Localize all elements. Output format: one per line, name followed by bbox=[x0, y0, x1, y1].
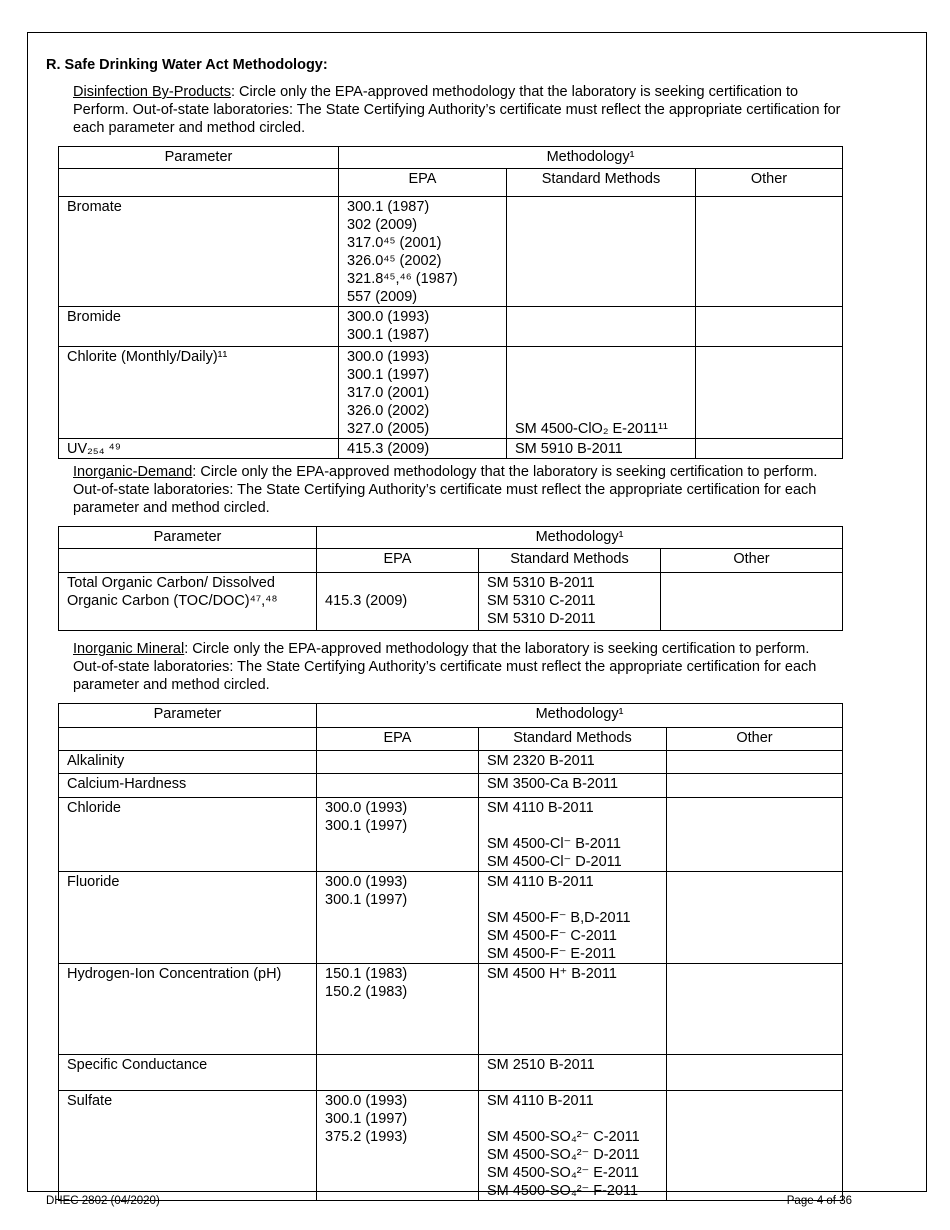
cell-line bbox=[515, 384, 687, 402]
cell-line: SM 4110 B-2011 bbox=[487, 874, 594, 890]
header-methodology: Methodology¹ bbox=[339, 147, 843, 169]
cell-line: 321.8⁴⁵,⁴⁶ (1987) bbox=[347, 271, 458, 287]
header-blank bbox=[59, 728, 317, 751]
page-number: Page 4 of 36 bbox=[786, 1195, 852, 1207]
other-cell bbox=[661, 573, 843, 631]
header-methodology: Methodology¹ bbox=[317, 704, 843, 728]
cell-line: 150.1 (1983) bbox=[325, 966, 408, 982]
epa-cell bbox=[317, 774, 479, 798]
cell-line: SM 4500-SO₄²⁻ C-2011 bbox=[487, 1129, 640, 1145]
instructions-line-1 bbox=[73, 640, 913, 658]
other-cell bbox=[667, 1055, 843, 1091]
cell-line: 327.0 (2005) bbox=[347, 421, 430, 437]
other-cell bbox=[696, 439, 843, 459]
cell-line: Bromate bbox=[67, 199, 122, 215]
cell-line: UV₂₅₄ ⁴⁹ bbox=[67, 441, 121, 457]
section-heading: R. Safe Drinking Water Act Methodology: bbox=[46, 57, 328, 73]
standard-methods-cell bbox=[507, 347, 696, 439]
table-row bbox=[59, 1091, 843, 1201]
standard-methods-cell bbox=[507, 439, 696, 459]
cell-line: Chlorite (Monthly/Daily)¹¹ bbox=[67, 349, 228, 365]
header-other: Other bbox=[696, 169, 843, 197]
cell-line: 300.0 (1993) bbox=[347, 349, 430, 365]
cell-line: Bromide bbox=[67, 309, 121, 325]
cell-line: 300.0 (1993) bbox=[325, 1093, 408, 1109]
cell-line: SM 4500 H⁺ B-2011 bbox=[487, 966, 617, 982]
header-parameter: Parameter bbox=[59, 527, 317, 549]
cell-line: Chloride bbox=[67, 800, 121, 816]
cell-line: Fluoride bbox=[67, 874, 120, 890]
cell-line: 300.1 (1997) bbox=[347, 367, 430, 383]
header-epa: EPA bbox=[317, 549, 479, 573]
section-title: Disinfection By-Products bbox=[73, 84, 231, 100]
subheader-row bbox=[59, 728, 843, 751]
cell-line: 300.1 (1987) bbox=[347, 327, 430, 343]
inorganic-mineral-instructions bbox=[73, 640, 913, 694]
header-other: Other bbox=[661, 549, 843, 573]
epa-cell bbox=[317, 964, 479, 1055]
instructions-line-2: Perform. Out-of-state laboratories: The State Certifying Authority’s certificate must reflect the appropriate certification for bbox=[73, 102, 841, 118]
header-row bbox=[59, 147, 843, 169]
cell-line bbox=[487, 1110, 658, 1128]
header-other: Other bbox=[667, 728, 843, 751]
header-standard-methods: Standard Methods bbox=[479, 549, 661, 573]
cell-line: 326.0 (2002) bbox=[347, 403, 430, 419]
form-id: DHEC 2802 (04/2020) bbox=[46, 1195, 160, 1207]
cell-line: SM 4500-F⁻ C-2011 bbox=[487, 928, 617, 944]
epa-cell bbox=[339, 197, 507, 307]
standard-methods-cell bbox=[479, 798, 667, 872]
other-cell bbox=[696, 197, 843, 307]
cell-line: Total Organic Carbon/ Dissolved bbox=[67, 575, 275, 591]
standard-methods-cell bbox=[479, 1091, 667, 1201]
standard-methods-cell bbox=[479, 751, 667, 774]
other-cell bbox=[696, 347, 843, 439]
section-title: Inorganic Mineral bbox=[73, 641, 185, 657]
standard-methods-cell bbox=[507, 197, 696, 307]
standard-methods-cell bbox=[479, 573, 661, 631]
cell-line: SM 4110 B-2011 bbox=[487, 800, 594, 816]
instructions-text: : Circle only the EPA-approved methodology that the laboratory is seeking certification to perform. bbox=[192, 464, 818, 480]
cell-line: Specific Conductance bbox=[67, 1057, 208, 1073]
cell-line bbox=[515, 366, 687, 384]
instructions-line-1 bbox=[73, 83, 913, 101]
epa-cell bbox=[339, 307, 507, 347]
cell-line bbox=[487, 817, 658, 835]
header-standard-methods: Standard Methods bbox=[507, 169, 696, 197]
parameter-cell bbox=[59, 774, 317, 798]
cell-line: 300.1 (1997) bbox=[325, 1111, 408, 1127]
standard-methods-cell bbox=[479, 964, 667, 1055]
standard-methods-cell bbox=[507, 307, 696, 347]
cell-line: 557 (2009) bbox=[347, 289, 418, 305]
parameter-cell bbox=[59, 872, 317, 964]
instructions-text: : Circle only the EPA-approved methodology that the laboratory is seeking certification to perform. bbox=[184, 641, 810, 657]
epa-cell bbox=[339, 439, 507, 459]
cell-line: 415.3 (2009) bbox=[347, 441, 430, 457]
other-cell bbox=[667, 798, 843, 872]
parameter-cell bbox=[59, 197, 339, 307]
cell-line: SM 4110 B-2011 bbox=[487, 1093, 594, 1109]
other-cell bbox=[667, 774, 843, 798]
cell-line: 375.2 (1993) bbox=[325, 1129, 408, 1145]
cell-line bbox=[515, 348, 687, 366]
subheader-row bbox=[59, 169, 843, 197]
other-cell bbox=[667, 872, 843, 964]
cell-line: 300.1 (1997) bbox=[325, 818, 408, 834]
table-row bbox=[59, 751, 843, 774]
disinfection-instructions bbox=[73, 83, 913, 137]
cell-line: SM 5910 B-2011 bbox=[515, 441, 623, 457]
epa-cell bbox=[339, 347, 507, 439]
instructions-line-3: each parameter and method circled. bbox=[73, 120, 306, 136]
table-row bbox=[59, 347, 843, 439]
cell-line: 300.0 (1993) bbox=[325, 800, 408, 816]
standard-methods-cell bbox=[479, 1055, 667, 1091]
header-methodology: Methodology¹ bbox=[317, 527, 843, 549]
cell-line: SM 4500-SO₄²⁻ D-2011 bbox=[487, 1147, 640, 1163]
other-cell bbox=[667, 964, 843, 1055]
epa-cell bbox=[317, 1055, 479, 1091]
subheader-row bbox=[59, 549, 843, 573]
parameter-cell bbox=[59, 439, 339, 459]
parameter-cell bbox=[59, 573, 317, 631]
parameter-cell bbox=[59, 307, 339, 347]
cell-line: Organic Carbon (TOC/DOC)⁴⁷,⁴⁸ bbox=[67, 593, 278, 609]
cell-line: SM 4500-SO₄²⁻ F-2011 bbox=[487, 1183, 639, 1199]
parameter-cell bbox=[59, 964, 317, 1055]
cell-line: 300.0 (1993) bbox=[347, 309, 430, 325]
instructions-text: : Circle only the EPA-approved methodology that the laboratory is seeking certification to bbox=[230, 84, 799, 100]
table-row bbox=[59, 439, 843, 459]
header-blank bbox=[59, 549, 317, 573]
instructions-line-1 bbox=[73, 463, 913, 481]
cell-line: SM 3500-Ca B-2011 bbox=[487, 776, 619, 792]
table-row bbox=[59, 197, 843, 307]
instructions-line-3: parameter and method circled. bbox=[73, 677, 270, 693]
parameter-cell bbox=[59, 347, 339, 439]
parameter-cell bbox=[59, 798, 317, 872]
header-standard-methods: Standard Methods bbox=[479, 728, 667, 751]
parameter-cell bbox=[59, 1055, 317, 1091]
cell-line: 302 (2009) bbox=[347, 217, 418, 233]
cell-line: SM 5310 D-2011 bbox=[487, 611, 596, 627]
cell-line: Alkalinity bbox=[67, 753, 125, 769]
header-epa: EPA bbox=[317, 728, 479, 751]
header-blank bbox=[59, 169, 339, 197]
header-epa: EPA bbox=[339, 169, 507, 197]
inorganic-mineral-table bbox=[58, 703, 843, 1201]
cell-line: 326.0⁴⁵ (2002) bbox=[347, 253, 442, 269]
other-cell bbox=[696, 307, 843, 347]
cell-line: 300.0 (1993) bbox=[325, 874, 408, 890]
cell-line: Calcium-Hardness bbox=[67, 776, 187, 792]
table-row bbox=[59, 872, 843, 964]
cell-line: SM 4500-SO₄²⁻ E-2011 bbox=[487, 1165, 639, 1181]
cell-line bbox=[515, 402, 687, 420]
epa-cell bbox=[317, 872, 479, 964]
disinfection-table bbox=[58, 146, 843, 459]
table-row bbox=[59, 573, 843, 631]
parameter-cell bbox=[59, 1091, 317, 1201]
instructions-line-2: Out-of-state laboratories: The State Certifying Authority’s certificate must reflect the appropriate certification for each bbox=[73, 482, 817, 498]
standard-methods-cell bbox=[479, 872, 667, 964]
epa-cell bbox=[317, 798, 479, 872]
cell-line: SM 5310 B-2011 bbox=[487, 575, 595, 591]
cell-line: Sulfate bbox=[67, 1093, 113, 1109]
header-row bbox=[59, 704, 843, 728]
cell-line: 317.0 (2001) bbox=[347, 385, 430, 401]
table-row bbox=[59, 1055, 843, 1091]
header-parameter: Parameter bbox=[59, 147, 339, 169]
cell-line bbox=[487, 891, 658, 909]
cell-line: SM 4500-Cl⁻ D-2011 bbox=[487, 854, 622, 870]
cell-line: 300.1 (1997) bbox=[325, 892, 408, 908]
table-row bbox=[59, 964, 843, 1055]
epa-cell bbox=[317, 573, 479, 631]
table-row bbox=[59, 774, 843, 798]
standard-methods-cell bbox=[479, 774, 667, 798]
epa-cell bbox=[317, 751, 479, 774]
cell-line: SM 4500-F⁻ E-2011 bbox=[487, 946, 617, 962]
cell-line: 317.0⁴⁵ (2001) bbox=[347, 235, 442, 251]
inorganic-demand-table bbox=[58, 526, 843, 631]
cell-line: Hydrogen-Ion Concentration (pH) bbox=[67, 966, 282, 982]
epa-cell bbox=[317, 1091, 479, 1201]
other-cell bbox=[667, 751, 843, 774]
cell-line: SM 4500-ClO₂ E-2011¹¹ bbox=[515, 421, 668, 437]
cell-line: 415.3 (2009) bbox=[325, 593, 408, 609]
cell-line bbox=[325, 574, 470, 592]
cell-line: SM 4500-Cl⁻ B-2011 bbox=[487, 836, 621, 852]
header-row bbox=[59, 527, 843, 549]
cell-line: SM 4500-F⁻ B,D-2011 bbox=[487, 910, 631, 926]
parameter-cell bbox=[59, 751, 317, 774]
other-cell bbox=[667, 1091, 843, 1201]
table-row bbox=[59, 307, 843, 347]
cell-line: SM 5310 C-2011 bbox=[487, 593, 596, 609]
header-parameter: Parameter bbox=[59, 704, 317, 728]
cell-line: 150.2 (1983) bbox=[325, 984, 408, 1000]
inorganic-demand-instructions bbox=[73, 463, 913, 517]
instructions-line-3: parameter and method circled. bbox=[73, 500, 270, 516]
cell-line: 300.1 (1987) bbox=[347, 199, 430, 215]
section-title: Inorganic-Demand bbox=[73, 464, 193, 480]
cell-line: SM 2510 B-2011 bbox=[487, 1057, 595, 1073]
instructions-line-2: Out-of-state laboratories: The State Certifying Authority’s certificate must reflect the appropriate certification for each bbox=[73, 659, 817, 675]
cell-line: SM 2320 B-2011 bbox=[487, 753, 595, 769]
table-row bbox=[59, 798, 843, 872]
